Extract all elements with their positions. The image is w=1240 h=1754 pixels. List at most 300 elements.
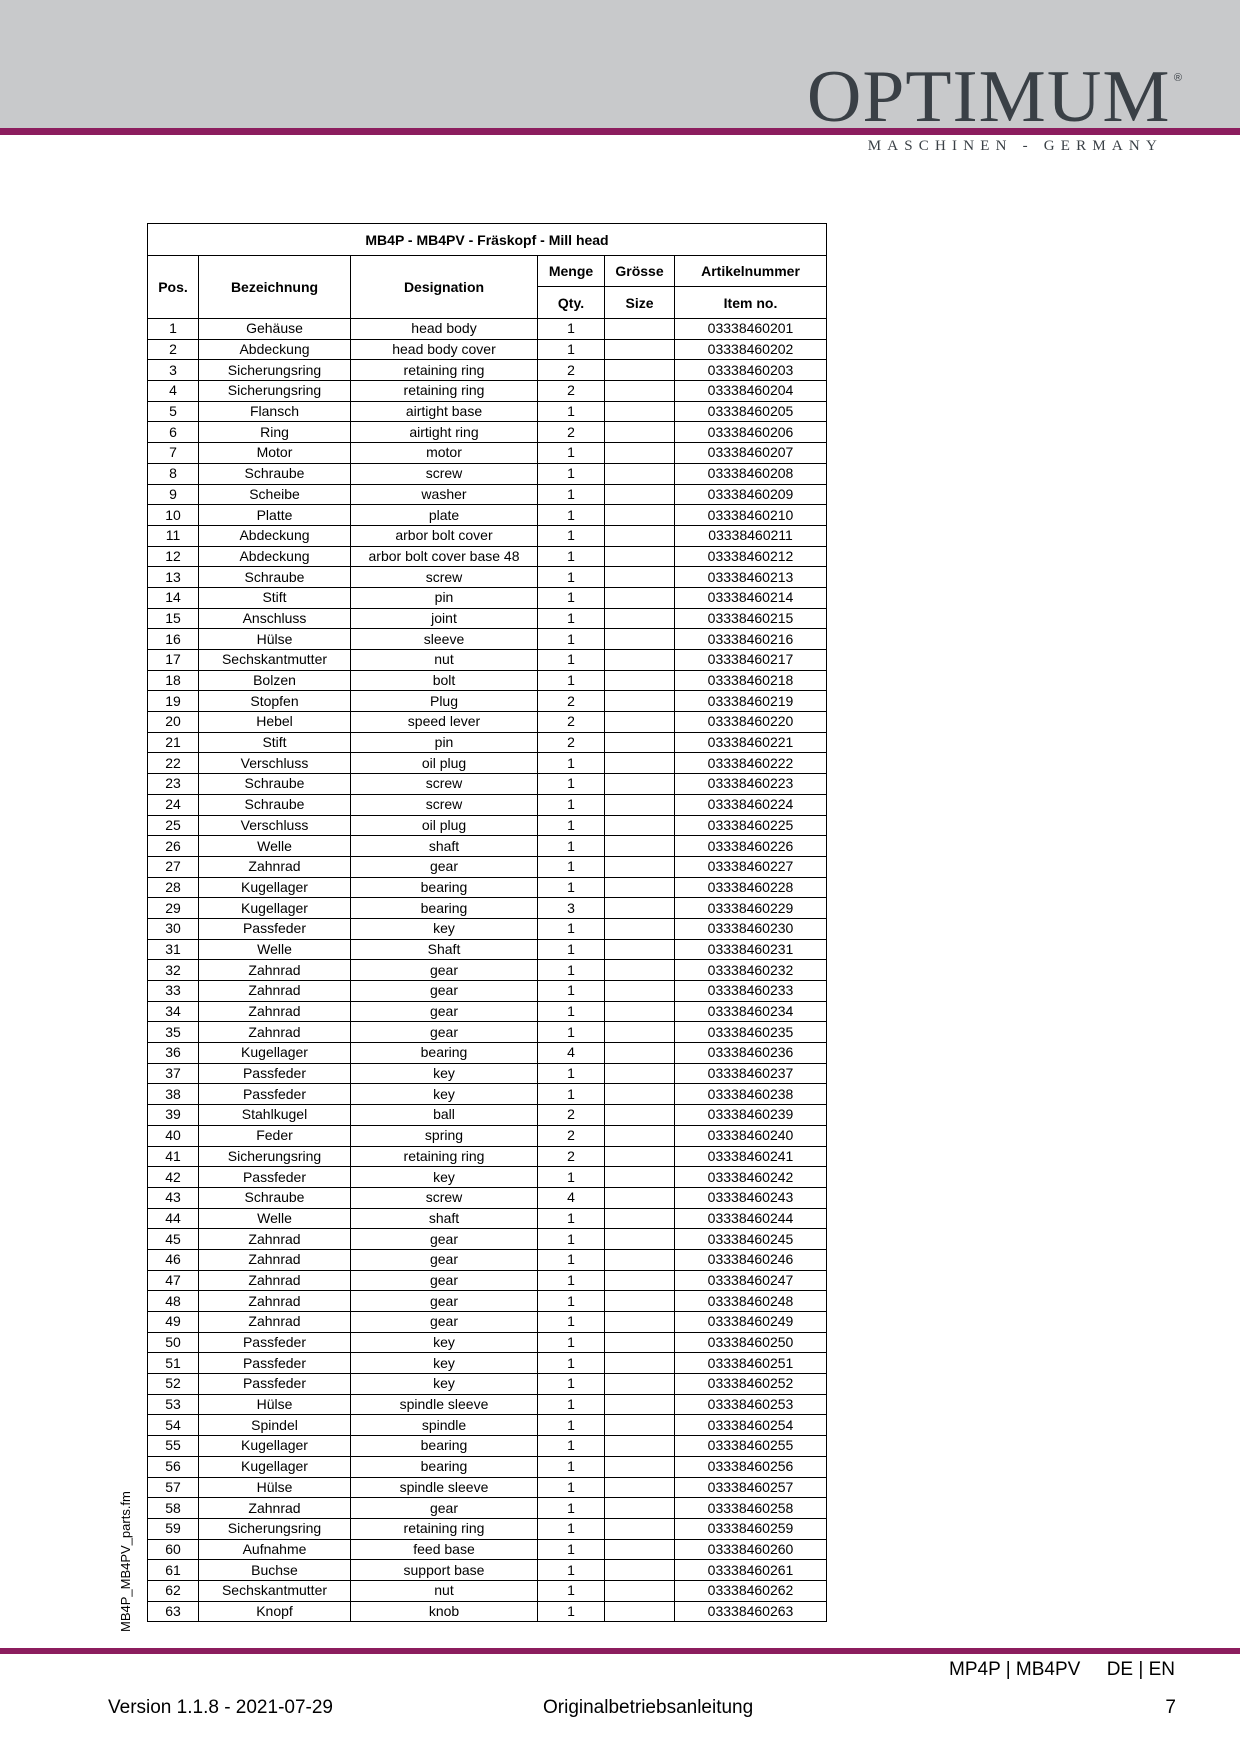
cell-item-no: 03338460255 (675, 1436, 827, 1457)
cell-qty: 1 (538, 960, 605, 981)
table-row (148, 463, 827, 484)
cell-bezeichnung: Sechskantmutter (199, 650, 351, 671)
cell-designation: screw (351, 1187, 538, 1208)
cell-item-no: 03338460219 (675, 691, 827, 712)
table-row (148, 381, 827, 402)
cell-pos: 32 (148, 960, 199, 981)
cell-pos: 27 (148, 856, 199, 877)
cell-item-no: 03338460216 (675, 629, 827, 650)
cell-size (605, 774, 675, 795)
table-row (148, 1022, 827, 1043)
cell-pos: 5 (148, 401, 199, 422)
cell-designation: key (351, 1374, 538, 1395)
cell-designation: key (351, 1167, 538, 1188)
table-row (148, 422, 827, 443)
cell-qty: 1 (538, 1208, 605, 1229)
header-item-no: Item no. (675, 287, 827, 319)
cell-item-no: 03338460261 (675, 1560, 827, 1581)
table-row (148, 1125, 827, 1146)
cell-size (605, 1167, 675, 1188)
cell-designation: screw (351, 774, 538, 795)
cell-item-no: 03338460211 (675, 525, 827, 546)
cell-pos: 42 (148, 1167, 199, 1188)
cell-designation: arbor bolt cover base 48 (351, 546, 538, 567)
brand-logo (760, 56, 1182, 138)
table-row (148, 1105, 827, 1126)
cell-item-no: 03338460217 (675, 650, 827, 671)
cell-pos: 38 (148, 1084, 199, 1105)
table-row (148, 1477, 827, 1498)
cell-bezeichnung: Feder (199, 1125, 351, 1146)
cell-pos: 37 (148, 1063, 199, 1084)
cell-item-no: 03338460231 (675, 939, 827, 960)
table-row (148, 856, 827, 877)
table-title: MB4P - MB4PV - Fräskopf - Mill head (148, 224, 827, 256)
cell-size (605, 918, 675, 939)
cell-pos: 47 (148, 1270, 199, 1291)
table-row (148, 877, 827, 898)
cell-designation: key (351, 1084, 538, 1105)
cell-pos: 59 (148, 1518, 199, 1539)
side-file-label: MB4P_MB4PV_parts.fm (118, 1491, 133, 1632)
cell-qty: 1 (538, 939, 605, 960)
cell-designation: airtight ring (351, 422, 538, 443)
cell-item-no: 03338460229 (675, 898, 827, 919)
cell-pos: 22 (148, 753, 199, 774)
cell-qty: 1 (538, 1436, 605, 1457)
table-row (148, 1580, 827, 1601)
table-row (148, 774, 827, 795)
cell-qty: 1 (538, 794, 605, 815)
table-row (148, 981, 827, 1002)
cell-qty: 3 (538, 898, 605, 919)
table-row (148, 732, 827, 753)
cell-pos: 61 (148, 1560, 199, 1581)
cell-pos: 36 (148, 1043, 199, 1064)
cell-item-no: 03338460213 (675, 567, 827, 588)
table-row (148, 567, 827, 588)
cell-pos: 3 (148, 360, 199, 381)
cell-bezeichnung: Flansch (199, 401, 351, 422)
cell-designation: oil plug (351, 815, 538, 836)
cell-size (605, 484, 675, 505)
cell-size (605, 856, 675, 877)
cell-designation: pin (351, 587, 538, 608)
cell-designation: washer (351, 484, 538, 505)
cell-qty: 1 (538, 484, 605, 505)
cell-pos: 31 (148, 939, 199, 960)
registered-mark: ® (1173, 72, 1182, 84)
cell-pos: 19 (148, 691, 199, 712)
cell-item-no: 03338460203 (675, 360, 827, 381)
cell-item-no: 03338460238 (675, 1084, 827, 1105)
cell-bezeichnung: Sicherungsring (199, 360, 351, 381)
cell-designation: retaining ring (351, 360, 538, 381)
cell-size (605, 1187, 675, 1208)
cell-item-no: 03338460209 (675, 484, 827, 505)
cell-size (605, 1001, 675, 1022)
cell-pos: 17 (148, 650, 199, 671)
brand-tagline: MASCHINEN - GERMANY (867, 138, 1163, 154)
cell-designation: head body cover (351, 339, 538, 360)
cell-qty: 1 (538, 1539, 605, 1560)
logo-wordmark: OPTIMUM (806, 56, 1170, 138)
cell-designation: knob (351, 1601, 538, 1622)
cell-item-no: 03338460202 (675, 339, 827, 360)
cell-pos: 29 (148, 898, 199, 919)
cell-size (605, 608, 675, 629)
cell-pos: 11 (148, 525, 199, 546)
cell-bezeichnung: Welle (199, 836, 351, 857)
footer-document-type: Originalbetriebsanleitung (543, 1697, 754, 1718)
cell-pos: 33 (148, 981, 199, 1002)
cell-item-no: 03338460221 (675, 732, 827, 753)
cell-pos: 7 (148, 443, 199, 464)
cell-size (605, 1125, 675, 1146)
cell-bezeichnung: Kugellager (199, 898, 351, 919)
cell-qty: 2 (538, 422, 605, 443)
cell-item-no: 03338460227 (675, 856, 827, 877)
cell-qty: 1 (538, 546, 605, 567)
cell-item-no: 03338460236 (675, 1043, 827, 1064)
cell-qty: 1 (538, 567, 605, 588)
cell-designation: nut (351, 1580, 538, 1601)
cell-qty: 2 (538, 691, 605, 712)
cell-item-no: 03338460235 (675, 1022, 827, 1043)
cell-designation: support base (351, 1560, 538, 1581)
cell-bezeichnung: Stift (199, 732, 351, 753)
cell-pos: 39 (148, 1105, 199, 1126)
cell-pos: 16 (148, 629, 199, 650)
cell-designation: bearing (351, 1043, 538, 1064)
cell-item-no: 03338460233 (675, 981, 827, 1002)
cell-pos: 21 (148, 732, 199, 753)
cell-item-no: 03338460222 (675, 753, 827, 774)
table-row (148, 1167, 827, 1188)
cell-qty: 1 (538, 1580, 605, 1601)
cell-item-no: 03338460207 (675, 443, 827, 464)
cell-bezeichnung: Bolzen (199, 670, 351, 691)
table-row (148, 650, 827, 671)
cell-pos: 1 (148, 319, 199, 340)
table-row (148, 815, 827, 836)
cell-pos: 6 (148, 422, 199, 443)
cell-item-no: 03338460256 (675, 1456, 827, 1477)
cell-designation: bearing (351, 1456, 538, 1477)
table-row (148, 1560, 827, 1581)
cell-bezeichnung: Schraube (199, 1187, 351, 1208)
cell-pos: 28 (148, 877, 199, 898)
cell-bezeichnung: Abdeckung (199, 339, 351, 360)
cell-bezeichnung: Kugellager (199, 1043, 351, 1064)
cell-size (605, 1374, 675, 1395)
cell-bezeichnung: Ring (199, 422, 351, 443)
table-row (148, 1063, 827, 1084)
cell-item-no: 03338460237 (675, 1063, 827, 1084)
cell-size (605, 1291, 675, 1312)
cell-bezeichnung: Zahnrad (199, 1270, 351, 1291)
cell-bezeichnung: Stahlkugel (199, 1105, 351, 1126)
cell-pos: 12 (148, 546, 199, 567)
cell-bezeichnung: Passfeder (199, 918, 351, 939)
cell-item-no: 03338460210 (675, 505, 827, 526)
table-row (148, 898, 827, 919)
cell-item-no: 03338460208 (675, 463, 827, 484)
cell-size (605, 1208, 675, 1229)
cell-size (605, 567, 675, 588)
cell-pos: 45 (148, 1229, 199, 1250)
cell-item-no: 03338460214 (675, 587, 827, 608)
cell-item-no: 03338460249 (675, 1312, 827, 1333)
table-row (148, 753, 827, 774)
cell-bezeichnung: Motor (199, 443, 351, 464)
cell-qty: 2 (538, 381, 605, 402)
table-row (148, 1291, 827, 1312)
cell-qty: 1 (538, 339, 605, 360)
cell-size (605, 587, 675, 608)
cell-bezeichnung: Kugellager (199, 1436, 351, 1457)
cell-pos: 60 (148, 1539, 199, 1560)
cell-size (605, 1498, 675, 1519)
cell-bezeichnung: Zahnrad (199, 1022, 351, 1043)
cell-bezeichnung: Zahnrad (199, 1291, 351, 1312)
cell-item-no: 03338460260 (675, 1539, 827, 1560)
cell-size (605, 1084, 675, 1105)
cell-size (605, 463, 675, 484)
cell-pos: 48 (148, 1291, 199, 1312)
cell-item-no: 03338460259 (675, 1518, 827, 1539)
cell-item-no: 03338460212 (675, 546, 827, 567)
table-row (148, 1601, 827, 1622)
cell-item-no: 03338460226 (675, 836, 827, 857)
cell-bezeichnung: Passfeder (199, 1167, 351, 1188)
cell-designation: spindle sleeve (351, 1394, 538, 1415)
cell-size (605, 691, 675, 712)
cell-size (605, 1353, 675, 1374)
table-row (148, 1353, 827, 1374)
cell-pos: 14 (148, 587, 199, 608)
cell-qty: 1 (538, 1332, 605, 1353)
table-row (148, 1374, 827, 1395)
cell-designation: screw (351, 794, 538, 815)
table-row (148, 836, 827, 857)
cell-size (605, 1270, 675, 1291)
cell-size (605, 815, 675, 836)
cell-qty: 2 (538, 1105, 605, 1126)
table-row (148, 1146, 827, 1167)
table-row (148, 794, 827, 815)
table-row (148, 691, 827, 712)
cell-designation: plate (351, 505, 538, 526)
cell-pos: 24 (148, 794, 199, 815)
cell-qty: 1 (538, 1229, 605, 1250)
cell-size (605, 1518, 675, 1539)
cell-size (605, 525, 675, 546)
footer-version: Version 1.1.8 - 2021-07-29 (108, 1697, 333, 1718)
cell-designation: gear (351, 1291, 538, 1312)
table-row (148, 1436, 827, 1457)
cell-item-no: 03338460248 (675, 1291, 827, 1312)
cell-bezeichnung: Kugellager (199, 1456, 351, 1477)
cell-qty: 1 (538, 877, 605, 898)
cell-size (605, 422, 675, 443)
cell-pos: 53 (148, 1394, 199, 1415)
cell-designation: screw (351, 463, 538, 484)
cell-size (605, 981, 675, 1002)
cell-bezeichnung: Sicherungsring (199, 1518, 351, 1539)
cell-designation: motor (351, 443, 538, 464)
cell-pos: 54 (148, 1415, 199, 1436)
cell-bezeichnung: Passfeder (199, 1084, 351, 1105)
table-row (148, 1415, 827, 1436)
cell-qty: 1 (538, 505, 605, 526)
cell-size (605, 1539, 675, 1560)
cell-bezeichnung: Zahnrad (199, 960, 351, 981)
cell-qty: 1 (538, 774, 605, 795)
cell-size (605, 319, 675, 340)
cell-bezeichnung: Welle (199, 939, 351, 960)
cell-designation: Shaft (351, 939, 538, 960)
table-row (148, 1187, 827, 1208)
cell-designation: spring (351, 1125, 538, 1146)
cell-item-no: 03338460224 (675, 794, 827, 815)
footer-model-language: MP4P | MB4PV DE | EN (949, 1659, 1175, 1680)
cell-size (605, 1249, 675, 1270)
cell-qty: 1 (538, 401, 605, 422)
cell-pos: 23 (148, 774, 199, 795)
cell-item-no: 03338460257 (675, 1477, 827, 1498)
table-row (148, 1332, 827, 1353)
cell-designation: gear (351, 960, 538, 981)
cell-size (605, 898, 675, 919)
cell-bezeichnung: Knopf (199, 1601, 351, 1622)
cell-bezeichnung: Passfeder (199, 1374, 351, 1395)
cell-pos: 55 (148, 1436, 199, 1457)
cell-qty: 1 (538, 1518, 605, 1539)
cell-designation: airtight base (351, 401, 538, 422)
cell-designation: spindle sleeve (351, 1477, 538, 1498)
table-row (148, 546, 827, 567)
cell-qty: 1 (538, 1353, 605, 1374)
cell-bezeichnung: Sicherungsring (199, 381, 351, 402)
table-row (148, 1208, 827, 1229)
cell-qty: 1 (538, 1477, 605, 1498)
cell-qty: 1 (538, 981, 605, 1002)
cell-size (605, 1229, 675, 1250)
cell-designation: gear (351, 1498, 538, 1519)
cell-designation: pin (351, 732, 538, 753)
cell-size (605, 960, 675, 981)
table-row (148, 1498, 827, 1519)
cell-size (605, 1332, 675, 1353)
cell-item-no: 03338460252 (675, 1374, 827, 1395)
table-row (148, 360, 827, 381)
cell-pos: 15 (148, 608, 199, 629)
cell-pos: 46 (148, 1249, 199, 1270)
cell-designation: bearing (351, 877, 538, 898)
cell-qty: 1 (538, 443, 605, 464)
cell-qty: 2 (538, 360, 605, 381)
table-row (148, 960, 827, 981)
table-row (148, 587, 827, 608)
cell-size (605, 381, 675, 402)
cell-item-no: 03338460253 (675, 1394, 827, 1415)
cell-size (605, 443, 675, 464)
cell-qty: 2 (538, 732, 605, 753)
cell-qty: 1 (538, 1001, 605, 1022)
cell-designation: joint (351, 608, 538, 629)
cell-bezeichnung: Zahnrad (199, 981, 351, 1002)
cell-size (605, 1146, 675, 1167)
cell-pos: 4 (148, 381, 199, 402)
table-row (148, 505, 827, 526)
cell-qty: 1 (538, 815, 605, 836)
cell-pos: 62 (148, 1580, 199, 1601)
cell-bezeichnung: Verschluss (199, 753, 351, 774)
cell-bezeichnung: Abdeckung (199, 546, 351, 567)
cell-designation: gear (351, 1249, 538, 1270)
cell-bezeichnung: Gehäuse (199, 319, 351, 340)
table-row (148, 712, 827, 733)
cell-qty: 1 (538, 856, 605, 877)
cell-qty: 1 (538, 1498, 605, 1519)
cell-size (605, 1436, 675, 1457)
table-row (148, 1539, 827, 1560)
cell-bezeichnung: Passfeder (199, 1353, 351, 1374)
cell-size (605, 877, 675, 898)
cell-size (605, 1560, 675, 1581)
header-groesse: Grösse (605, 256, 675, 287)
cell-pos: 2 (148, 339, 199, 360)
cell-item-no: 03338460254 (675, 1415, 827, 1436)
cell-qty: 1 (538, 629, 605, 650)
header-bezeichnung: Bezeichnung (199, 256, 351, 319)
cell-designation: key (351, 1063, 538, 1084)
cell-qty: 4 (538, 1043, 605, 1064)
cell-pos: 26 (148, 836, 199, 857)
cell-qty: 1 (538, 1084, 605, 1105)
cell-size (605, 939, 675, 960)
cell-size (605, 546, 675, 567)
cell-pos: 40 (148, 1125, 199, 1146)
cell-designation: bearing (351, 898, 538, 919)
cell-pos: 49 (148, 1312, 199, 1333)
cell-qty: 1 (538, 650, 605, 671)
table-row (148, 939, 827, 960)
cell-bezeichnung: Stift (199, 587, 351, 608)
cell-designation: shaft (351, 836, 538, 857)
table-row (148, 401, 827, 422)
cell-item-no: 03338460218 (675, 670, 827, 691)
cell-qty: 1 (538, 525, 605, 546)
cell-qty: 1 (538, 1022, 605, 1043)
cell-qty: 2 (538, 1125, 605, 1146)
header-size: Size (605, 287, 675, 319)
cell-size (605, 1601, 675, 1622)
cell-pos: 41 (148, 1146, 199, 1167)
cell-qty: 1 (538, 1291, 605, 1312)
header-qty: Qty. (538, 287, 605, 319)
cell-designation: gear (351, 1229, 538, 1250)
table-row (148, 1001, 827, 1022)
cell-designation: arbor bolt cover (351, 525, 538, 546)
cell-size (605, 1312, 675, 1333)
cell-size (605, 629, 675, 650)
cell-pos: 52 (148, 1374, 199, 1395)
cell-bezeichnung: Zahnrad (199, 1229, 351, 1250)
table-row (148, 1043, 827, 1064)
cell-qty: 1 (538, 753, 605, 774)
